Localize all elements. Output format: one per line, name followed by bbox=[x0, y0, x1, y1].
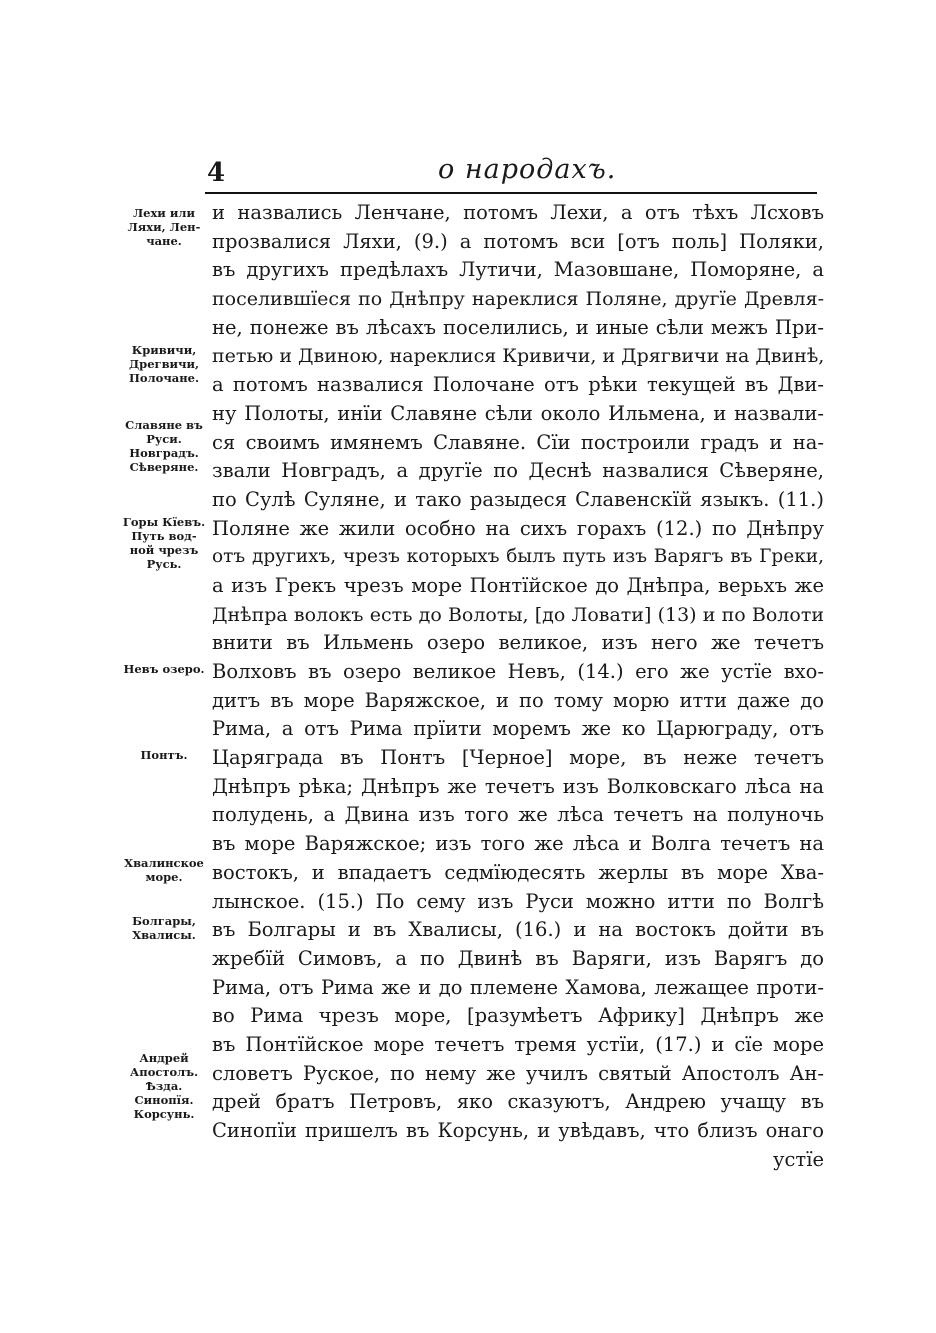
text-line: Царяграда въ Понтъ [Черное] море, въ неже течетъ bbox=[212, 746, 824, 770]
text-line: ся своимъ имянемъ Славяне. Сїи построили градъ и на- bbox=[212, 430, 824, 454]
text-line: по Сулѣ Суляне, и тако разыдеся Славенскїй языкъ. (11.) bbox=[212, 487, 824, 511]
text-line: Поляне же жили особно на сихъ горахъ (12.) по Днѣпру bbox=[212, 516, 824, 540]
text-line: словетъ Руское, по нему же училъ святый Апостолъ Ан- bbox=[212, 1061, 824, 1085]
text-line: а изъ Грекъ чрезъ море Понтїйское до Днѣпра, верьхъ же bbox=[212, 573, 824, 597]
text-line: Рима, отъ Рима же и до племене Хамова, лежащее проти- bbox=[212, 975, 824, 999]
text-line: лынское. (15.) По сему изъ Руси можно итти по Волгѣ bbox=[212, 889, 824, 913]
marginal-line: Дрегвичи, bbox=[128, 357, 200, 371]
text-line: ну Полоты, инїи Славяне сѣли около Ильмена, и назвали- bbox=[212, 401, 824, 425]
marginal-line: море. bbox=[145, 870, 183, 884]
marginal-line: Сѣверяне. bbox=[129, 460, 199, 474]
text-line: Волховъ въ озеро великое Невъ, (14.) его же устїе вхо- bbox=[212, 660, 824, 683]
running-title: о народахъ. bbox=[438, 154, 617, 185]
marginal-note-lehi bbox=[116, 206, 212, 248]
marginal-line: Болгары, bbox=[132, 914, 196, 928]
text-line: поселившїеся по Днѣпру нареклися Поляне, другїе Древля- bbox=[212, 288, 824, 311]
marginal-note-andrey bbox=[116, 1051, 212, 1121]
marginal-note-bolgary bbox=[116, 914, 212, 942]
text-line: Синопїи пришелъ въ Корсунь, и увѣдавъ, что близъ онаго bbox=[212, 1119, 824, 1142]
marginal-line: Ѣзда. bbox=[145, 1079, 183, 1093]
marginal-line: Полочане. bbox=[129, 371, 199, 385]
marginal-line: Новградъ. bbox=[129, 446, 199, 460]
marginal-line: Руси. bbox=[146, 432, 182, 446]
text-line: востокъ, и впадаетъ седмїюдесять жерлы въ море Хва- bbox=[212, 860, 824, 884]
text-line: дитъ въ море Варяжское, и по тому морю итти даже до bbox=[212, 688, 824, 712]
text-line: жребїй Симовъ, а по Двинѣ въ Варяги, изъ Варягъ до bbox=[212, 946, 824, 970]
text-line: не, понеже въ лѣсахъ поселились, и иные сѣли межъ При- bbox=[212, 315, 824, 339]
text-line: отъ другихъ, чрезъ которыхъ былъ путь изъ Варягъ въ Греки, bbox=[212, 546, 824, 568]
marginal-line: Русь. bbox=[146, 557, 182, 571]
text-line: въ Понтїйское море течетъ тремя устїи, (17.) и сїе море bbox=[212, 1032, 824, 1056]
text-line: прозвалися Ляхи, (9.) а потомъ вси [отъ поль] Поляки, bbox=[212, 229, 824, 253]
marginal-line: Корсунь. bbox=[133, 1107, 195, 1121]
text-line: а потомъ назвалися Полочане отъ рѣки текущей въ Дви- bbox=[212, 373, 824, 397]
text-line: внити въ Ильмень озеро великое, изъ него же течетъ bbox=[212, 631, 824, 655]
text-line: звали Новградъ, а другїе по Деснѣ назвалися Сѣверяне, bbox=[212, 459, 824, 483]
page-number: 4 bbox=[207, 158, 226, 188]
marginal-line: Хвалинское bbox=[124, 856, 204, 870]
marginal-line: Славяне въ bbox=[125, 418, 203, 432]
marginal-note-hvalinskoe bbox=[116, 856, 212, 884]
text-line: Рима, а отъ Рима прїити моремъ же ко Царюграду, отъ bbox=[212, 717, 824, 741]
marginal-line: Андрей bbox=[139, 1051, 189, 1065]
catchword: устїе bbox=[773, 1147, 824, 1171]
text-line: въ море Варяжское; изъ того же лѣса и Волга течетъ на bbox=[212, 832, 824, 856]
text-line: полудень, а Двина изъ того же лѣса течетъ на полуночь bbox=[212, 803, 824, 827]
marginal-note-slavyane bbox=[116, 418, 212, 474]
marginal-line: Кривичи, bbox=[131, 343, 197, 357]
marginal-note-krivichi bbox=[116, 343, 212, 385]
text-line: Днѣпръ рѣка; Днѣпръ же течетъ изъ Волковскаго лѣса на bbox=[212, 774, 824, 798]
marginal-line: Невъ озеро. bbox=[123, 662, 205, 676]
marginal-note-gory-kiev bbox=[116, 515, 212, 571]
text-line: въ другихъ предѣлахъ Лутичи, Мазовшане, Поморяне, а bbox=[212, 258, 824, 282]
marginal-line: Горы Кїевъ. bbox=[122, 515, 206, 529]
text-line: и назвались Ленчане, потомъ Лехи, а отъ тѣхъ Лсховъ bbox=[212, 201, 824, 224]
text-line: во Рима чрезъ море, [разумѣетъ Африку] Днѣпръ же bbox=[212, 1004, 824, 1028]
text-line: дрей братъ Петровъ, яко сказуютъ, Андрею учащу въ bbox=[212, 1090, 824, 1114]
marginal-line: Лехи или bbox=[132, 206, 196, 220]
marginal-line: Путь вод- bbox=[131, 529, 197, 543]
marginal-line: чане. bbox=[146, 234, 182, 248]
marginal-note-nev bbox=[116, 662, 212, 676]
text-line: Днѣпра волокъ есть до Волоты, [до Ловати] (13) и по Волоти bbox=[212, 603, 824, 626]
marginal-note-pont bbox=[116, 748, 212, 762]
marginal-line: Апостолъ. bbox=[129, 1065, 199, 1079]
header-rule bbox=[205, 192, 817, 194]
page-header bbox=[0, 150, 936, 198]
body-text bbox=[212, 199, 824, 1174]
text-line: въ Болгары и въ Хвалисы, (16.) и на востокъ дойти въ bbox=[212, 918, 824, 942]
marginal-line: Ляхи, Лен- bbox=[127, 220, 201, 234]
marginal-line: Синопїя. bbox=[134, 1093, 194, 1107]
marginal-line: Понтъ. bbox=[140, 748, 188, 762]
marginal-line: Хвалисы. bbox=[132, 928, 196, 942]
text-line: петью и Двиною, нареклися Кривичи, и Дрягвичи на Двинѣ, bbox=[212, 345, 824, 368]
marginal-line: ной чрезъ bbox=[129, 543, 199, 557]
